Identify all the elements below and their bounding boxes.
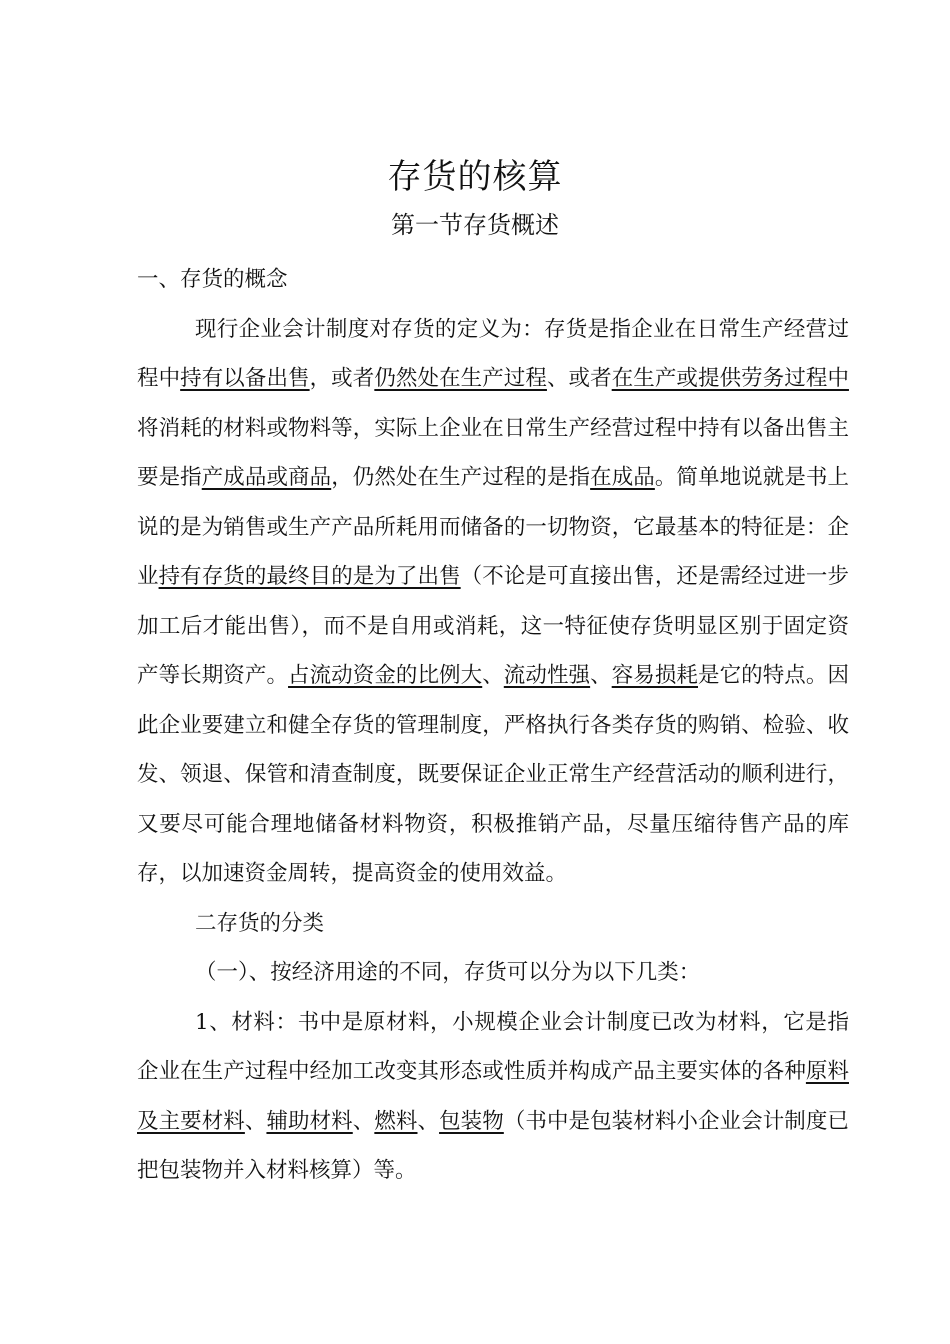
underlined-term: 流动性强 xyxy=(503,663,591,688)
subsection-heading: （一）、按经济用途的不同，存货可以分为以下几类： xyxy=(195,960,701,985)
underlined-term: 持有存货的最终目的是为了出售 xyxy=(158,564,461,589)
underlined-term: 在成品 xyxy=(590,465,655,490)
text-run: （书中是包装材料小企业会计制度已把包装物并入材料核算）等。 xyxy=(137,1108,849,1183)
underlined-term: 产成品或商品 xyxy=(201,465,332,490)
underlined-term: 辅助材料 xyxy=(266,1108,353,1134)
text-run: 将消耗的材料或物料等，实际上企业在日常生产经营过程中持有以备出售主要是指 xyxy=(137,415,849,490)
underlined-term: 原料及主要材料 xyxy=(137,1059,849,1134)
text-run: ，仍然处在生产过程的是指 xyxy=(331,465,591,490)
paragraph-materials xyxy=(137,998,849,1196)
underlined-term: 占流动资金的比例大 xyxy=(288,663,483,688)
paragraph-concept xyxy=(137,305,849,899)
underlined-term: 包装物 xyxy=(439,1108,504,1134)
text-run: 、或者 xyxy=(546,366,612,391)
text-run: 1、材料：书中是原材料，小规模企业会计制度已改为材料，它是指企业在生产过程中经加工改变其形态或性质并构成产品主要实体的各种 xyxy=(137,1009,849,1084)
document-body xyxy=(137,255,849,1196)
section-heading-classification: 二存货的分类 xyxy=(195,910,325,936)
text-run: 、 xyxy=(417,1108,440,1134)
text-run: 、 xyxy=(482,663,504,688)
section-heading-concept: 一、存货的概念 xyxy=(137,267,288,292)
document-title: 存货的核算 xyxy=(387,157,563,197)
underlined-term: 容易损耗 xyxy=(611,663,698,688)
text-run: 、 xyxy=(244,1108,267,1134)
text-run: 、 xyxy=(352,1108,375,1134)
text-run: （不论是可直接出售，还是需经过进一步加工后才能出售），而不是自用或消耗，这一特征使存货明显区别于固定资产等长期资产。 xyxy=(137,564,849,688)
underlined-term: 仍然处在生产过程 xyxy=(374,366,547,391)
text-run: 是它的特点。因此企业要建立和健全存货的管理制度，严格执行各类存货的购销、检验、收发、领退、保管和清查制度，既要保证企业正常生产经营活动的顺利进行，又要尽可能合理地储备材料物资，积极推销产品，尽量压缩待售产品的库存，以加速资金周转，提高资金的使用效益。 xyxy=(137,663,849,886)
underlined-term: 在生产或提供劳务过程中 xyxy=(611,366,849,391)
text-run: 现行企业会计制度对存货的定义为：存货是指企业在日常生产经营过程中 xyxy=(137,316,849,391)
underlined-term: 燃料 xyxy=(374,1108,418,1134)
section-title: 第一节存货概述 xyxy=(391,211,559,239)
text-run: 、 xyxy=(590,663,612,688)
text-run: 。简单地说就是书上说的是为销售或生产产品所耗用而储备的一切物资，它最基本的特征是：企业 xyxy=(137,465,849,589)
underlined-term: 持有以备出售 xyxy=(180,366,310,391)
text-run: ，或者 xyxy=(309,366,375,391)
